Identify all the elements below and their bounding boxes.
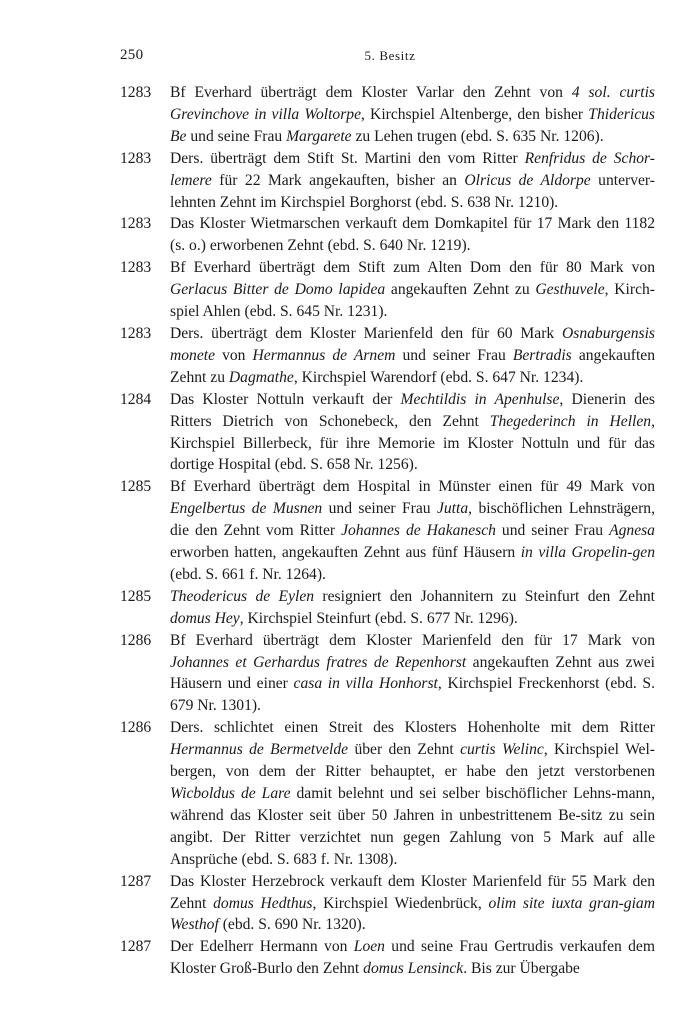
entry-text-run: und seiner Frau — [395, 346, 513, 364]
entry-text-run: (ebd. S. 690 Nr. 1320). — [218, 916, 366, 934]
entry-text — [170, 213, 655, 257]
entry-text — [170, 148, 655, 214]
entry-italic-term: Agnesa — [609, 522, 655, 540]
entry-italic-term: Johannes et Gerhardus fratres de Repenhorst — [170, 653, 467, 671]
entry-year: 1283 — [120, 324, 152, 342]
entry-text-run: Bf Everhard überträgt dem Kloster Marienfeld den für 17 Mark von — [170, 631, 655, 649]
entry-year: 1283 — [120, 259, 152, 277]
entry-text-run: Das Kloster Herzebrock verkauft dem Kloster Marienfeld für 55 Mark den Zehnt — [170, 872, 655, 912]
entry-item — [120, 148, 655, 214]
entry-italic-term: domus Hey — [170, 609, 240, 627]
entry-text-run: , Kirchspiel Steinfurt (ebd. S. 677 Nr. 1296). — [239, 609, 518, 627]
entry-text-run: , bischöflichen Lehnsträgern, die den Zehnt vom Ritter — [170, 500, 655, 540]
entry-text-run: Bf Everhard überträgt dem Hospital in Münster einen für 49 Mark von — [170, 478, 655, 496]
entry-item — [120, 586, 655, 630]
entry-text-run: Das Kloster Wietmarschen verkauft dem Domkapitel für 17 Mark den 1182 (s. o.) erworbenen Zehnt (ebd. S. 640 Nr. 1219). — [170, 215, 655, 255]
entry-text-run: Das Kloster Nottuln verkauft der — [170, 390, 401, 408]
entry-italic-term: Mechtildis in Apenhulse — [400, 390, 560, 408]
entry-italic-term: Thidericus Be — [170, 105, 655, 145]
entry-text — [170, 871, 655, 937]
entry-text-run: und seiner Frau — [495, 522, 610, 540]
entry-text-run: und seine Frau Gertrudis verkaufen dem Kloster Groß-Burlo den Zehnt — [170, 938, 655, 978]
entry-italic-term: Hermannus de Bermetvelde — [170, 741, 349, 759]
entry-text-run: , Kirchspiel Altenberge, den bisher — [361, 105, 589, 123]
entry-italic-term: Loen — [353, 938, 385, 956]
entry-italic-term: casa in villa Honhorst — [293, 675, 438, 693]
entry-text-run: , Kirchspiel Billerbeck, für ihre Memorie im Kloster Nottuln und für das dortige Hospital (ebd. S. 658 Nr. 1256). — [170, 412, 655, 474]
entry-item — [120, 389, 655, 477]
entry-item — [120, 82, 655, 148]
entry-text-run: damit belehnt und sei selber bischöflicher Lehns-mann, während das Kloster seit über 50 Jahren in unbestrittenem Be-sitz zu sein angibt. Der Ritter verzichtet nun gegen Zahlung von 5 Mark auf alle Ansprüche (ebd. S. 683 f. Nr. 1308). — [170, 785, 655, 868]
entry-text-run: resigniert den Johannitern zu Steinfurt den Zehnt — [314, 587, 656, 605]
entry-year: 1283 — [120, 84, 152, 101]
entry-text-run: . Bis zur Übergabe — [463, 960, 580, 978]
entry-italic-term: Theodericus de Eylen — [170, 587, 315, 605]
entry-italic-term: Hermannus de Arnem — [252, 346, 396, 364]
entry-text-run: angekauften Zehnt zu — [170, 346, 656, 386]
entry-italic-term: Johannes de Hakanesch — [341, 522, 496, 540]
entry-text-run: , Kirch-spiel Ahlen (ebd. S. 645 Nr. 1231). — [170, 281, 655, 321]
entry-italic-term: Thegederinch in Hellen — [489, 412, 652, 430]
entry-text-run: für 22 Mark angekauften, bisher an — [211, 171, 465, 189]
entry-year: 1283 — [120, 215, 152, 233]
entry-text-run: Ders. überträgt dem Kloster Marienfeld den für 60 Mark — [170, 324, 562, 342]
entry-text-run: zu Lehen trugen (ebd. S. 635 Nr. 1206). — [351, 127, 604, 145]
entry-item — [120, 323, 655, 389]
entry-year: 1283 — [120, 149, 152, 167]
entry-text-run: , Kirchspiel Freckenhorst (ebd. S. 679 Nr. 1301). — [170, 675, 656, 715]
entry-text-run: , Kirchspiel Wel-bergen, von dem der Ritter behauptet, er habe den jetzt verstorbenen — [170, 741, 655, 781]
entry-italic-term: Bertradis — [512, 346, 572, 364]
entry-text-run: Der Edelherr Hermann von — [170, 938, 354, 956]
entry-italic-term: Jutta — [436, 500, 469, 518]
entry-text-run: , Kirchspiel Wiedenbrück, — [312, 894, 489, 912]
entry-item — [120, 213, 655, 257]
entry-italic-term: in villa Gropelin-gen — [520, 544, 655, 562]
entry-italic-term: Dagmathe — [228, 368, 294, 386]
entry-year: 1284 — [120, 390, 152, 408]
entry-italic-term: Renfridus de Schor-lemere — [170, 149, 655, 189]
chronology-list — [120, 82, 655, 980]
entry-text — [170, 82, 655, 148]
entry-text — [170, 630, 655, 718]
entry-item — [120, 871, 655, 937]
entry-text-run: angekauften Zehnt aus zwei Häusern und einer — [170, 653, 656, 693]
entry-year: 1287 — [120, 872, 152, 890]
entry-italic-term: domus Hedthus — [213, 894, 313, 912]
page-number: 250 — [120, 47, 144, 63]
entry-text-run: , Dienerin des Ritters Dietrich von Schonebeck, den Zehnt — [170, 390, 655, 430]
entry-italic-term: Gesthuvele — [535, 281, 605, 299]
entry-italic-term: olim site iuxta gran-giam Westhof — [170, 894, 655, 934]
entry-text — [170, 936, 655, 980]
entry-year: 1286 — [120, 719, 152, 737]
entry-text-run: Bf Everhard überträgt dem Kloster Varlar den Zehnt von — [170, 84, 572, 101]
entry-text — [170, 586, 655, 630]
entry-italic-term: domus Lensinck — [363, 960, 464, 978]
entry-text — [170, 476, 655, 586]
entry-item — [120, 717, 655, 870]
entry-italic-term: Margarete — [286, 127, 352, 145]
entry-text — [170, 257, 655, 323]
entry-italic-term: Engelbertus de Musnen — [170, 500, 323, 518]
entry-italic-term: Olricus de Aldorpe — [464, 171, 591, 189]
entry-italic-term: 4 sol. curtis Grevinchove in villa Woltorpe — [170, 84, 655, 123]
entry-text — [170, 717, 655, 870]
entry-italic-term: Gerlacus Bitter de Domo lapidea — [170, 281, 386, 299]
entry-year: 1286 — [120, 631, 152, 649]
entry-text-run: unterver-lehnten Zehnt im Kirchspiel Borghorst (ebd. S. 638 Nr. 1210). — [170, 171, 655, 211]
entry-text-run: (ebd. S. 661 f. Nr. 1264). — [170, 565, 326, 583]
entry-text-run: erworben hatten, angekauften Zehnt aus fünf Häusern — [170, 544, 521, 562]
entry-item — [120, 630, 655, 718]
entry-item — [120, 936, 655, 980]
entry-text — [170, 323, 655, 389]
entry-text-run: angekauften Zehnt zu — [385, 281, 536, 299]
entry-text-run: über den Zehnt — [348, 741, 461, 759]
entry-italic-term: Wicboldus de Lare — [170, 785, 291, 802]
entry-text-run: , Kirchspiel Warendorf (ebd. S. 647 Nr. 1234). — [293, 368, 584, 386]
entry-year: 1285 — [120, 478, 152, 496]
entry-text — [170, 389, 655, 477]
entry-italic-term: Osnaburgensis monete — [170, 324, 655, 364]
entry-text-run: und seiner Frau — [322, 500, 437, 518]
entry-text-run: Ders. überträgt dem Stift St. Martini den vom Ritter — [170, 149, 525, 167]
entry-text-run: von — [215, 346, 253, 364]
entry-text-run: Bf Everhard überträgt dem Stift zum Alten Dom den für 80 Mark von — [170, 259, 655, 277]
entry-item — [120, 476, 655, 586]
entry-year: 1285 — [120, 587, 152, 605]
running-head: 5. Besitz — [364, 48, 416, 63]
entry-item — [120, 257, 655, 323]
entry-year: 1287 — [120, 938, 152, 956]
entry-italic-term: curtis Welinc — [460, 741, 544, 759]
entry-text-run: und seine Frau — [186, 127, 287, 145]
entry-text-run: Ders. schlichtet einen Streit des Klosters Hohenholte mit dem Ritter — [170, 719, 655, 737]
